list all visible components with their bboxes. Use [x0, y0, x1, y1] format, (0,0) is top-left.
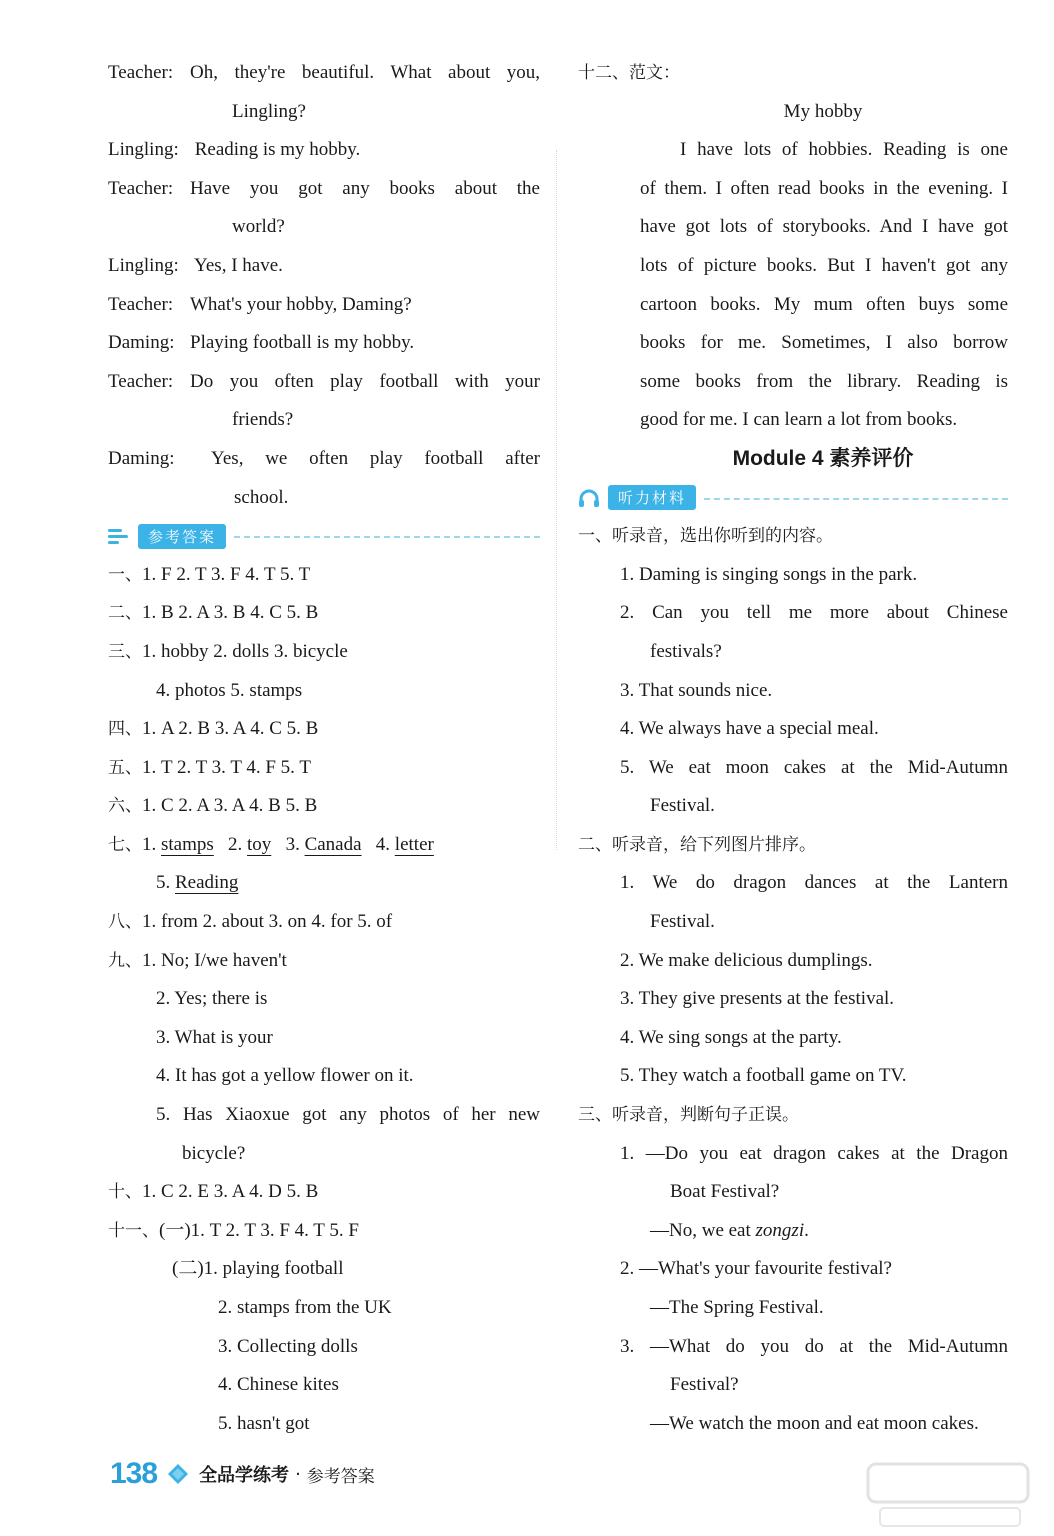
item-text: . — [804, 1219, 809, 1241]
listening-item-cont — [578, 1212, 1008, 1251]
speaker: Lingling: — [108, 254, 179, 276]
listening-item-cont: Festival. — [650, 795, 715, 817]
speaker: Daming: — [108, 447, 175, 469]
dialogue-line — [108, 247, 540, 286]
answer-word: stamps — [161, 833, 214, 855]
answer-row — [108, 633, 540, 672]
listening-item: 2. —What's your favourite festival? — [620, 1258, 892, 1280]
item-text: We always have a special meal. — [638, 718, 879, 740]
essay-line: lots of picture books. But I haven't got any — [640, 254, 1008, 276]
listening-item-cont: Festival? — [670, 1374, 739, 1396]
item-number: 5. — [156, 872, 171, 894]
dialogue-cont: world? — [232, 216, 285, 238]
page-footer — [110, 1452, 375, 1496]
listening-item — [578, 980, 1008, 1019]
answer-row — [108, 710, 540, 749]
item-text: Can you tell me more about Chinese — [652, 602, 1008, 624]
answer-row-cont: 4. It has got a yellow flower on it. — [156, 1065, 414, 1087]
item-text: Daming is singing songs in the park. — [639, 563, 918, 585]
section-label: 十一、 — [108, 1220, 159, 1241]
listening-item-cont: —The Spring Festival. — [650, 1297, 824, 1318]
dashed-rule — [704, 498, 1008, 500]
answer-row — [108, 1173, 540, 1212]
dialogue-text: Have you got any books about the — [190, 177, 540, 199]
page-number: 138 — [110, 1457, 158, 1490]
answer-row — [108, 749, 540, 788]
answer-word: Canada — [304, 833, 362, 855]
answer-row-cont: 5. Has Xiaoxue got any photos of her new — [156, 1104, 540, 1126]
listening-header-label: 听力材料 — [608, 485, 696, 510]
listening-header-bar — [578, 479, 1008, 518]
section-label: 二、 — [108, 603, 142, 624]
dialogue-text: Playing football is my hobby. — [190, 332, 415, 354]
item-text: They watch a football game on TV. — [638, 1065, 907, 1087]
answer-row-cont: 2. stamps from the UK — [218, 1297, 392, 1318]
section-label: 五、 — [108, 757, 142, 778]
item-number: 5. — [620, 756, 635, 778]
left-column — [108, 54, 540, 1443]
item-number: 2. — [620, 602, 635, 624]
answer-row — [108, 594, 540, 633]
listening-item: 3. —What do you do at the Mid-Autumn — [620, 1335, 1008, 1357]
dashed-rule — [234, 536, 540, 538]
book-title: 全品学练考 — [199, 1465, 290, 1486]
answer-text: 1. T 2. T 3. T 4. F 5. T — [142, 756, 311, 778]
answer-word: letter — [394, 833, 434, 855]
dialogue-line — [108, 324, 540, 363]
answer-row — [108, 556, 540, 595]
item-number: 2. — [620, 949, 635, 971]
speaker: Teacher: — [108, 370, 174, 392]
separator-dot: · — [295, 1463, 301, 1485]
listening-item — [578, 1019, 1008, 1058]
answer-text: 1. No; I/we haven't — [142, 949, 287, 971]
answer-row-cont: 2. Yes; there is — [156, 988, 268, 1010]
listening-item — [578, 1057, 1008, 1096]
answer-text: (一)1. T 2. T 3. F 4. T 5. F — [159, 1219, 359, 1241]
question-heading: 三、听录音，判断句子正误。 — [578, 1105, 799, 1126]
dialogue-cont: school. — [234, 486, 289, 508]
item-number: 2. — [228, 833, 243, 855]
section-label: 十、 — [108, 1182, 142, 1203]
item-text: —No, we eat — [650, 1219, 756, 1241]
diamond-icon — [167, 1463, 189, 1485]
answer-row-cont: 3. What is your — [156, 1026, 273, 1048]
item-number: 5. — [620, 1065, 635, 1087]
listening-item-cont: festivals? — [650, 640, 722, 662]
dialogue-line — [108, 440, 540, 479]
answer-text: 1. C 2. A 3. A 4. B 5. B — [142, 795, 318, 817]
item-text: We eat moon cakes at the Mid-Autumn — [648, 756, 1008, 778]
answer-text: 1. B 2. A 3. B 4. C 5. B — [142, 602, 319, 624]
listening-item-cont: Boat Festival? — [670, 1181, 780, 1203]
essay-line: good for me. I can learn a lot from books. — [640, 409, 958, 431]
item-number: 4. — [620, 718, 635, 740]
item-number: 1. — [620, 563, 635, 585]
watermark-logo — [860, 1458, 1040, 1530]
dialogue-text: Do you often play football with your — [190, 370, 540, 392]
essay-line: cartoon books. My mum often buys some — [640, 293, 1008, 315]
answers-header-label: 参考答案 — [138, 524, 226, 549]
listening-item — [578, 864, 1008, 903]
listening-item — [578, 556, 1008, 595]
item-text: We do dragon dances at the Lantern — [652, 872, 1008, 894]
essay-title: My hobby — [783, 100, 863, 122]
answer-text: 1. A 2. B 3. A 4. C 5. B — [142, 718, 319, 740]
answers-header-bar — [108, 517, 540, 556]
dialogue-text: Yes, I have. — [194, 254, 283, 276]
dialogue-line — [108, 363, 540, 402]
listening-item-cont: —We watch the moon and eat moon cakes. — [650, 1412, 979, 1434]
speaker: Teacher: — [108, 62, 174, 83]
answer-row — [108, 826, 540, 865]
essay-line: of them. I often read books in the evening. I — [640, 177, 1008, 199]
section-label: 九、 — [108, 950, 142, 971]
dialogue-text: Oh, they're beautiful. What about you, — [190, 62, 540, 83]
list-icon — [108, 527, 130, 545]
answer-row — [108, 787, 540, 826]
headphones-icon — [578, 489, 600, 507]
answer-row-cont: 3. Collecting dolls — [218, 1335, 358, 1357]
speaker: Lingling: — [108, 139, 179, 161]
answer-row-cont: bicycle? — [182, 1142, 246, 1164]
section-heading: 十二、范文： — [578, 63, 680, 83]
section-label: 一、 — [108, 564, 142, 585]
section-label: 六、 — [108, 796, 142, 817]
answer-text: 1. F 2. T 3. F 4. T 5. T — [142, 563, 311, 585]
item-text: That sounds nice. — [638, 679, 773, 701]
listening-item-cont: Festival. — [650, 911, 715, 933]
dialogue-line — [108, 131, 540, 170]
answer-row-cont — [108, 864, 540, 903]
answer-text: 1. hobby 2. dolls 3. bicycle — [142, 640, 348, 662]
dialogue-cont: friends? — [232, 409, 294, 431]
footer-subtitle: 参考答案 — [306, 1466, 375, 1487]
answer-text: 1. from 2. about 3. on 4. for 5. of — [142, 911, 393, 933]
answer-text: 1. C 2. E 3. A 4. D 5. B — [142, 1181, 319, 1203]
listening-item — [578, 942, 1008, 981]
right-column — [578, 54, 1008, 1443]
dialogue-line — [108, 170, 540, 209]
section-label: 四、 — [108, 719, 142, 740]
answer-row-cont: 4. photos 5. stamps — [156, 679, 303, 701]
dialogue-text: Yes, we often play football after — [211, 447, 540, 469]
essay-line: books for me. Sometimes, I also borrow — [640, 332, 1008, 354]
answer-row — [108, 942, 540, 981]
essay-line: have got lots of storybooks. And I have got — [640, 216, 1008, 238]
dialogue-text: Reading is my hobby. — [194, 139, 361, 161]
listening-item — [578, 672, 1008, 711]
item-number: 4. — [620, 1026, 635, 1048]
answer-row — [108, 903, 540, 942]
listening-item — [578, 749, 1008, 788]
section-label: 三、 — [108, 641, 142, 662]
item-number: 1. — [142, 833, 157, 855]
item-number: 4. — [375, 833, 391, 855]
item-text: They give presents at the festival. — [638, 988, 895, 1010]
section-label: 七、 — [108, 834, 142, 855]
item-number: 1. — [620, 872, 635, 894]
answer-row-cont: 4. Chinese kites — [218, 1374, 339, 1396]
answer-word: toy — [247, 833, 272, 855]
column-divider — [556, 150, 557, 850]
module-title: Module 4 素养评价 — [732, 446, 914, 470]
answer-row-cont: 5. hasn't got — [218, 1412, 310, 1434]
italic-word: zongzi — [755, 1219, 805, 1241]
dialogue-line — [108, 286, 540, 325]
speaker: Teacher: — [108, 293, 174, 315]
listening-item: 1. —Do you eat dragon cakes at the Dragon — [620, 1142, 1008, 1164]
question-heading: 一、听录音，选出你听到的内容。 — [578, 526, 833, 547]
item-text: We make delicious dumplings. — [638, 949, 873, 971]
listening-item — [578, 594, 1008, 633]
item-number: 3. — [620, 679, 635, 701]
dialogue-cont: Lingling? — [232, 100, 306, 122]
essay-line: I have lots of hobbies. Reading is one — [680, 139, 1008, 161]
question-heading: 二、听录音，给下列图片排序。 — [578, 834, 816, 855]
speaker: Daming: — [108, 332, 175, 354]
speaker: Teacher: — [108, 177, 174, 199]
answer-word: Reading — [175, 872, 239, 894]
dialogue-line — [108, 54, 540, 93]
essay-line: some books from the library. Reading is — [640, 370, 1008, 392]
answer-row — [108, 1212, 540, 1251]
item-number: 3. — [620, 988, 635, 1010]
answer-row-cont: (二)1. playing football — [172, 1258, 344, 1280]
listening-item — [578, 710, 1008, 749]
dialogue-text: What's your hobby, Daming? — [190, 293, 412, 315]
item-text: We sing songs at the party. — [638, 1026, 842, 1048]
item-number: 3. — [285, 833, 300, 855]
section-label: 八、 — [108, 912, 142, 933]
